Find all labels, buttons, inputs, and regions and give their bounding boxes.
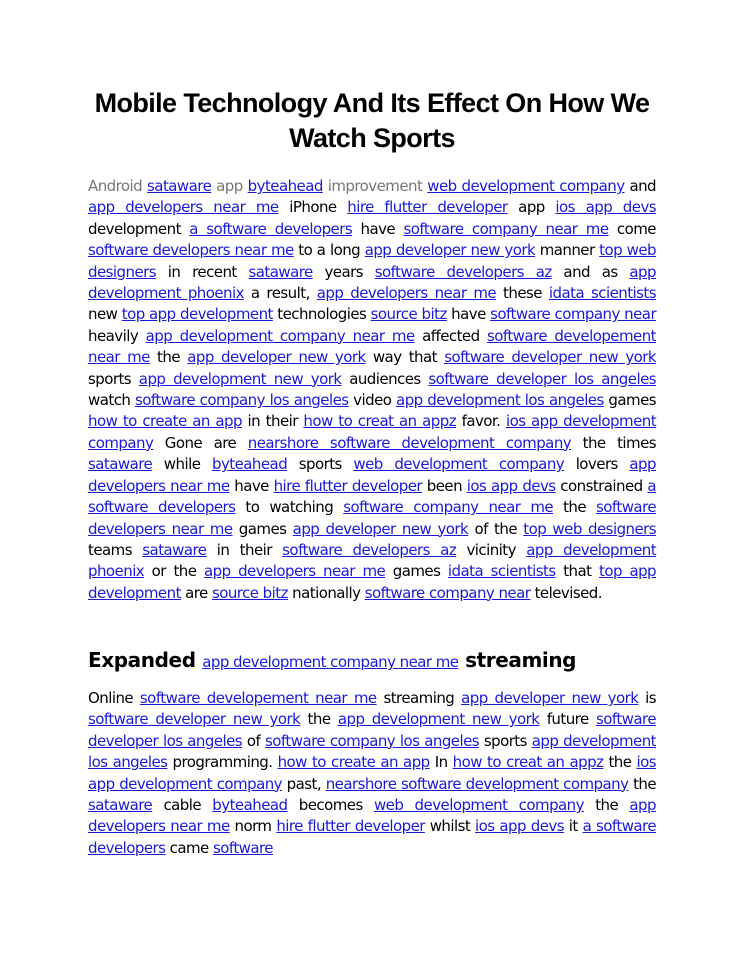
inline-link[interactable]: software developers az	[374, 262, 552, 281]
body-text: watch	[88, 391, 131, 410]
body-text: in their	[247, 412, 298, 431]
body-text: is	[645, 689, 657, 707]
inline-link[interactable]: byteahead	[211, 455, 288, 474]
inline-link[interactable]: software company los angeles	[265, 731, 480, 750]
body-text: app	[518, 198, 545, 217]
body-text: in recent	[167, 262, 237, 281]
body-text: app	[216, 177, 243, 195]
body-text: are	[185, 583, 208, 602]
body-text: these	[503, 284, 542, 303]
body-text: teams	[88, 540, 132, 559]
inline-link[interactable]: web development company	[427, 177, 625, 195]
section-heading-link[interactable]: app development company near me	[202, 653, 459, 671]
body-text: while	[163, 455, 201, 474]
body-text: past,	[286, 774, 322, 793]
inline-link[interactable]: sataware	[147, 177, 212, 195]
inline-link[interactable]: software developement near me	[139, 689, 377, 707]
body-text: the times	[582, 433, 657, 452]
body-text: have	[451, 305, 486, 324]
body-text: constrained	[560, 476, 643, 495]
page-title: Mobile Technology And Its Effect On How We Watch Sports	[94, 88, 650, 153]
inline-link[interactable]: app developers near me	[88, 198, 279, 217]
inline-link[interactable]: idata scientists	[548, 284, 657, 303]
inline-link[interactable]: app developers near me	[88, 455, 656, 495]
inline-link[interactable]: software developer new york	[444, 348, 657, 367]
body-text: and	[629, 177, 657, 195]
body-text: lovers	[575, 455, 618, 474]
section-heading	[88, 646, 656, 676]
body-text: Online	[88, 689, 134, 707]
inline-link[interactable]: app developers near me	[316, 284, 497, 303]
inline-link[interactable]: source bitz	[211, 583, 288, 602]
body-text: come	[616, 219, 656, 238]
body-text: nationally	[292, 583, 361, 602]
inline-link[interactable]: idata scientists	[447, 562, 556, 581]
inline-link[interactable]: top app development	[121, 305, 273, 324]
body-paragraph-1	[88, 176, 656, 604]
inline-link[interactable]: software	[212, 838, 273, 857]
body-text: or the	[151, 562, 197, 581]
inline-link[interactable]: a software developers	[189, 219, 353, 238]
inline-link[interactable]: top web designers	[88, 241, 656, 281]
inline-link[interactable]: app developer new york	[461, 689, 639, 707]
body-text: iPhone	[289, 198, 337, 217]
section-heading-suffix: streaming	[465, 648, 577, 672]
body-text: programming.	[172, 753, 273, 772]
inline-link[interactable]: software developers near me	[88, 241, 294, 260]
inline-link[interactable]: ios app development company	[88, 753, 657, 793]
body-text: sports	[483, 731, 527, 750]
section-heading-prefix: Expanded	[88, 648, 196, 672]
body-text: the	[595, 796, 619, 815]
inline-link[interactable]: nearshore software development company	[325, 774, 629, 793]
inline-link[interactable]: web development company	[373, 796, 584, 815]
body-text: in their	[216, 540, 272, 559]
body-text: the	[633, 774, 657, 793]
inline-link[interactable]: sataware	[142, 540, 207, 559]
inline-link[interactable]: app development los angeles	[88, 731, 656, 772]
body-text: whilst	[429, 817, 471, 836]
inline-link[interactable]: software company los angeles	[135, 391, 349, 410]
body-text: manner	[539, 241, 595, 260]
body-text: development	[88, 219, 181, 238]
body-text: becomes	[298, 796, 363, 815]
body-text: streaming	[383, 689, 455, 707]
inline-link[interactable]: byteahead	[212, 796, 288, 815]
inline-link[interactable]: how to create an app	[277, 753, 430, 772]
inline-link[interactable]: nearshore software development company	[247, 433, 572, 452]
body-text: cable	[163, 796, 202, 815]
body-text: way that	[372, 348, 437, 367]
inline-link[interactable]: app developer new york	[364, 241, 536, 260]
body-text: Android	[88, 177, 143, 195]
inline-link[interactable]: sataware	[88, 455, 153, 474]
inline-link[interactable]: a software developers	[88, 476, 657, 517]
inline-link[interactable]: app developers near me	[203, 562, 386, 581]
body-text: been	[426, 476, 463, 495]
body-text: the	[608, 753, 632, 772]
body-text: future	[546, 710, 589, 729]
inline-link[interactable]: ios app devs	[555, 198, 657, 217]
body-text: to watching	[245, 498, 334, 517]
inline-link[interactable]: software developers near me	[88, 498, 657, 538]
body-text: and as	[563, 262, 618, 281]
inline-link[interactable]: app developer new york	[292, 519, 469, 538]
inline-link[interactable]: software developer new york	[88, 710, 301, 729]
body-text: norm	[234, 817, 272, 836]
body-text: the	[157, 348, 181, 367]
body-text: have	[360, 219, 396, 238]
inline-link[interactable]: top web designers	[523, 519, 657, 538]
inline-link[interactable]: software company near me	[343, 498, 554, 517]
body-text: televised.	[534, 583, 602, 602]
inline-link[interactable]: app developers near me	[88, 796, 656, 836]
body-text: that	[563, 562, 592, 581]
body-text: audiences	[349, 369, 421, 388]
body-text: technologies	[277, 305, 367, 324]
body-text: video	[353, 391, 392, 410]
inline-link[interactable]: web development company	[353, 455, 565, 474]
inline-link[interactable]: hire flutter developer	[347, 198, 508, 217]
body-text: a result,	[250, 284, 310, 303]
body-text: new	[88, 305, 118, 324]
body-text: favor.	[461, 412, 501, 431]
inline-link[interactable]: byteahead	[247, 177, 323, 195]
body-text: games	[392, 562, 441, 581]
inline-link[interactable]: ios app development company	[88, 412, 657, 452]
body-text: games	[608, 391, 657, 410]
inline-link[interactable]: how to creat an appz	[452, 753, 604, 772]
inline-link[interactable]: app development new york	[138, 369, 342, 388]
body-text: it	[568, 817, 578, 836]
body-text: vicinity	[466, 540, 516, 559]
inline-link[interactable]: software developer los angeles	[88, 710, 657, 750]
body-text: sports	[298, 455, 342, 474]
inline-link[interactable]: top app development	[88, 562, 657, 602]
inline-link[interactable]: how to create an app	[88, 412, 242, 431]
inline-link[interactable]: software developer los angeles	[428, 369, 657, 388]
inline-link[interactable]: sataware	[88, 796, 153, 815]
inline-link[interactable]: software company near	[364, 583, 531, 602]
inline-link[interactable]: source bitz	[370, 305, 447, 324]
inline-link[interactable]: software company near me	[403, 219, 609, 238]
inline-link[interactable]: software company near	[490, 305, 657, 324]
body-text: to a long	[298, 241, 361, 260]
body-text: games	[238, 519, 287, 538]
inline-link[interactable]: software developement near me	[88, 326, 656, 367]
body-text: sports	[88, 369, 132, 388]
inline-link[interactable]: ios app devs	[475, 817, 564, 836]
inline-link[interactable]: app development phoenix	[88, 540, 657, 581]
body-text: In	[434, 753, 448, 772]
body-text: improvement	[327, 177, 423, 195]
inline-link[interactable]: app development new york	[337, 710, 540, 729]
body-text: heavily	[88, 326, 139, 345]
body-text: have	[234, 476, 269, 495]
body-text: came	[169, 838, 209, 857]
body-text: of	[246, 731, 261, 750]
body-paragraph-2	[88, 688, 656, 859]
inline-link[interactable]: how to creat an appz	[303, 412, 457, 431]
inline-link[interactable]: software developers az	[282, 540, 457, 559]
inline-link[interactable]: hire flutter developer	[276, 817, 425, 836]
inline-link[interactable]: app development los angeles	[396, 391, 604, 410]
inline-link[interactable]: sataware	[248, 262, 313, 281]
inline-link[interactable]: app development company near me	[145, 326, 415, 345]
inline-link[interactable]: app development phoenix	[88, 262, 656, 303]
body-text: the	[307, 710, 331, 729]
body-text: of the	[474, 519, 518, 538]
body-text: years	[324, 262, 363, 281]
inline-link[interactable]: app developer new york	[187, 348, 366, 367]
inline-link[interactable]: ios app devs	[466, 476, 556, 495]
inline-link[interactable]: hire flutter developer	[273, 476, 423, 495]
inline-link[interactable]: a software developers	[88, 817, 657, 857]
body-text: Gone are	[164, 433, 237, 452]
body-text: the	[563, 498, 587, 517]
body-text: affected	[422, 326, 480, 345]
